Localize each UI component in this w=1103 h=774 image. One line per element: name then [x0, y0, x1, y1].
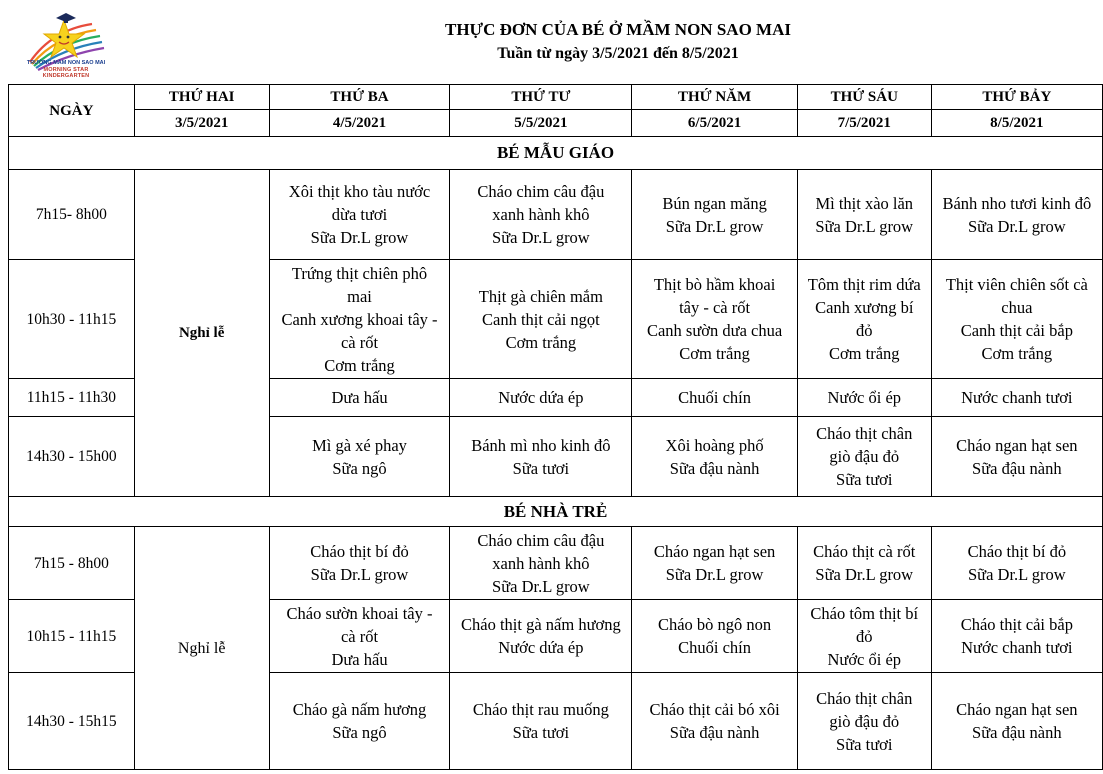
meal-cell — [632, 673, 798, 770]
date-cell: 3/5/2021 — [134, 110, 269, 137]
date-cell: 7/5/2021 — [797, 110, 931, 137]
meal-cell — [797, 379, 931, 417]
holiday-cell: Nghỉ lễ — [134, 527, 269, 770]
time-slot-cell: 14h30 - 15h15 — [9, 673, 135, 770]
meal-line: giò đậu đỏ — [829, 447, 900, 466]
time-slot-cell: 11h15 - 11h30 — [9, 379, 135, 417]
meal-cell — [797, 527, 931, 600]
meal-line: Canh thịt cải ngọt — [481, 309, 600, 329]
meal-line: Nước ổi ép — [827, 388, 902, 407]
page-title: THỰC ĐƠN CỦA BÉ Ở MẦM NON SAO MAI — [445, 20, 791, 39]
section-heading-nha-tre: BÉ NHÀ TRẺ — [9, 497, 1103, 527]
meal-cell — [931, 170, 1102, 260]
page-subtitle: Tuần từ ngày 3/5/2021 đến 8/5/2021 — [497, 45, 739, 62]
meal-line: Sữa Dr.L grow — [815, 565, 914, 584]
meal-line: chua — [1001, 298, 1033, 317]
meal-line: Tôm thịt rim dứa — [807, 275, 921, 294]
meal-cell — [269, 379, 450, 417]
date-cell: 5/5/2021 — [450, 110, 632, 137]
day-name-cell: THỨ BẢY — [931, 85, 1102, 110]
meal-cell — [797, 170, 931, 260]
meal-line: tây - cà rốt — [679, 298, 751, 317]
meal-line: Cơm trắng — [679, 344, 750, 363]
time-slot-cell: 10h30 - 11h15 — [9, 260, 135, 379]
meal-line: Thịt viên chiên sốt cà — [945, 275, 1088, 294]
meal-line: Bánh mì nho kinh đô — [471, 435, 611, 455]
meal-line: Mì thịt xào lăn — [815, 193, 914, 213]
meal-line: Sữa đậu nành — [972, 458, 1062, 478]
meal-line: Sữa Dr.L grow — [665, 216, 764, 236]
meal-cell — [450, 600, 632, 673]
meal-line: Cháo chim câu đậu — [477, 530, 605, 550]
meal-cell — [931, 379, 1102, 417]
meal-line: Mì gà xé phay — [312, 435, 407, 455]
meal-line: Xôi hoàng phố — [665, 435, 764, 455]
meal-line: Cháo thịt chân — [816, 688, 913, 708]
meal-line: Dưa hấu — [331, 649, 388, 669]
meal-line: Cháo thịt chân — [816, 424, 913, 443]
meal-line: Cháo bò ngô non — [657, 615, 772, 634]
meal-line: Trứng thịt chiên phô — [291, 263, 428, 283]
meal-cell — [931, 600, 1102, 673]
meal-line: Cháo tôm thịt bí — [810, 603, 919, 623]
meal-line: Nước dứa ép — [498, 638, 584, 657]
meal-line: Cháo thịt cải bắp — [960, 615, 1073, 634]
meal-line: Cháo ngan hạt sen — [653, 542, 776, 561]
date-cell: 6/5/2021 — [632, 110, 798, 137]
meal-cell — [269, 170, 450, 260]
logo-line-2: MORNING STAR KINDERGARTEN — [42, 66, 90, 79]
meal-line: Sữa Dr.L grow — [665, 565, 764, 584]
meal-line: Bún ngan măng — [662, 193, 767, 213]
meal-line: giò đậu đỏ — [829, 711, 900, 731]
time-slot-cell: 10h15 - 11h15 — [9, 600, 135, 673]
meal-cell — [450, 379, 632, 417]
meal-line: Sữa tươi — [836, 470, 893, 489]
day-name-cell: THỨ HAI — [134, 85, 269, 110]
meal-cell — [450, 673, 632, 770]
meal-cell — [632, 417, 798, 497]
meal-line: Dưa hấu — [331, 388, 388, 407]
meal-cell — [931, 417, 1102, 497]
menu-table — [8, 84, 1103, 770]
meal-cell — [931, 260, 1102, 379]
time-slot-cell: 7h15- 8h00 — [9, 170, 135, 260]
meal-line: Cháo thịt cà rốt — [813, 542, 916, 561]
meal-cell — [797, 600, 931, 673]
meal-line: Cháo sườn khoai tây - — [286, 603, 433, 623]
meal-line: Cháo thịt gà nấm hương — [461, 615, 621, 634]
meal-cell — [269, 417, 450, 497]
meal-line: Nước chanh tươi — [961, 638, 1073, 657]
meal-line: Nước dứa ép — [498, 388, 584, 407]
meal-line: Sữa Dr.L grow — [815, 216, 914, 236]
meal-line: Sữa Dr.L grow — [492, 228, 590, 247]
holiday-cell: Nghỉ lễ — [134, 170, 269, 497]
time-slot-cell: 7h15 - 8h00 — [9, 527, 135, 600]
meal-line: Cháo thịt rau muống — [472, 700, 609, 719]
meal-line: Sữa ngô — [332, 458, 387, 478]
meal-cell — [450, 527, 632, 600]
meal-line: Cháo ngan hạt sen — [956, 700, 1078, 719]
meal-line: cà rốt — [340, 626, 379, 646]
meal-line: Cháo thịt bí đỏ — [967, 542, 1067, 561]
meal-line: Sữa tươi — [512, 723, 570, 742]
meal-cell — [797, 417, 931, 497]
meal-line: Sữa Dr.L grow — [492, 576, 590, 596]
meal-line: Cháo gà nấm hương — [292, 700, 427, 719]
meal-line: Sữa Dr.L grow — [967, 216, 1066, 236]
meal-line: cà rốt — [340, 332, 379, 352]
meal-line: Canh thịt cải bắp — [960, 321, 1073, 340]
meal-cell — [931, 527, 1102, 600]
meal-cell — [269, 600, 450, 673]
table-row — [9, 170, 1103, 260]
day-header-cell: NGÀY — [9, 85, 135, 137]
meal-cell — [450, 170, 632, 260]
meal-line: dừa tươi — [331, 205, 388, 224]
meal-line: Cơm trắng — [828, 344, 900, 363]
meal-line: Canh sườn dưa chua — [646, 321, 783, 340]
meal-line: xanh hành khô — [492, 553, 590, 573]
meal-line: Canh xương khoai tây - — [281, 309, 438, 329]
meal-line: Sữa Dr.L grow — [310, 228, 409, 247]
meal-line: Cháo ngan hạt sen — [956, 435, 1078, 455]
meal-cell — [931, 673, 1102, 770]
meal-cell — [450, 260, 632, 379]
meal-cell — [269, 260, 450, 379]
meal-cell — [797, 673, 931, 770]
meal-line: Cháo thịt bí đỏ — [310, 542, 409, 561]
meal-cell — [632, 600, 798, 673]
meal-line: Sữa đậu nành — [669, 458, 760, 478]
meal-cell — [632, 527, 798, 600]
meal-line: Cháo thịt cải bó xôi — [649, 700, 780, 719]
meal-line: Canh xương bí — [815, 298, 914, 317]
meal-line: đỏ — [856, 321, 873, 340]
meal-line: Nước chanh tươi — [961, 388, 1073, 407]
meal-line: Cơm trắng — [324, 355, 395, 375]
meal-line: Sữa Dr.L grow — [310, 565, 409, 584]
time-slot-cell: 14h30 - 15h00 — [9, 417, 135, 497]
meal-line: mai — [347, 286, 372, 306]
meal-line: Sữa đậu nành — [669, 723, 760, 742]
meal-cell — [632, 260, 798, 379]
table-row — [9, 527, 1103, 600]
day-name-cell: THỨ NĂM — [632, 85, 798, 110]
meal-line: Sữa tươi — [512, 458, 570, 478]
date-cell: 8/5/2021 — [931, 110, 1102, 137]
meal-cell — [269, 527, 450, 600]
meal-line: Sữa tươi — [836, 734, 893, 754]
meal-line: xanh hành khô — [492, 205, 590, 224]
meal-line: Nước ổi ép — [827, 649, 902, 669]
day-name-cell: THỨ TƯ — [450, 85, 632, 110]
meal-line: Sữa ngô — [332, 723, 387, 742]
meal-cell — [632, 379, 798, 417]
meal-cell — [797, 260, 931, 379]
meal-line: Cơm trắng — [505, 332, 577, 352]
meal-line: Chuối chín — [678, 638, 752, 657]
date-cell: 4/5/2021 — [269, 110, 450, 137]
day-name-cell: THỨ BA — [269, 85, 450, 110]
meal-line: Cháo chim câu đậu — [477, 182, 605, 201]
meal-cell — [269, 673, 450, 770]
meal-line: đỏ — [856, 626, 873, 646]
day-name-cell: THỨ SÁU — [797, 85, 931, 110]
meal-cell — [450, 417, 632, 497]
meal-line: Chuối chín — [678, 388, 752, 407]
meal-line: Xôi thịt kho tàu nước — [288, 182, 431, 201]
meal-line: Sữa Dr.L grow — [967, 565, 1066, 584]
meal-line: Bánh nho tươi kinh đô — [942, 193, 1092, 213]
meal-line: Thịt bò hầm khoai — [653, 275, 776, 294]
section-heading-mau-giao: BÉ MẪU GIÁO — [9, 137, 1103, 170]
meal-line: Sữa đậu nành — [972, 723, 1062, 742]
page-header — [0, 0, 1103, 84]
meal-line: Cơm trắng — [981, 344, 1053, 363]
logo-line-1: TRƯỜNG MẦM NON SAO MAI — [26, 60, 106, 66]
meal-line: Thịt gà chiên mắm — [478, 286, 603, 306]
meal-cell — [632, 170, 798, 260]
